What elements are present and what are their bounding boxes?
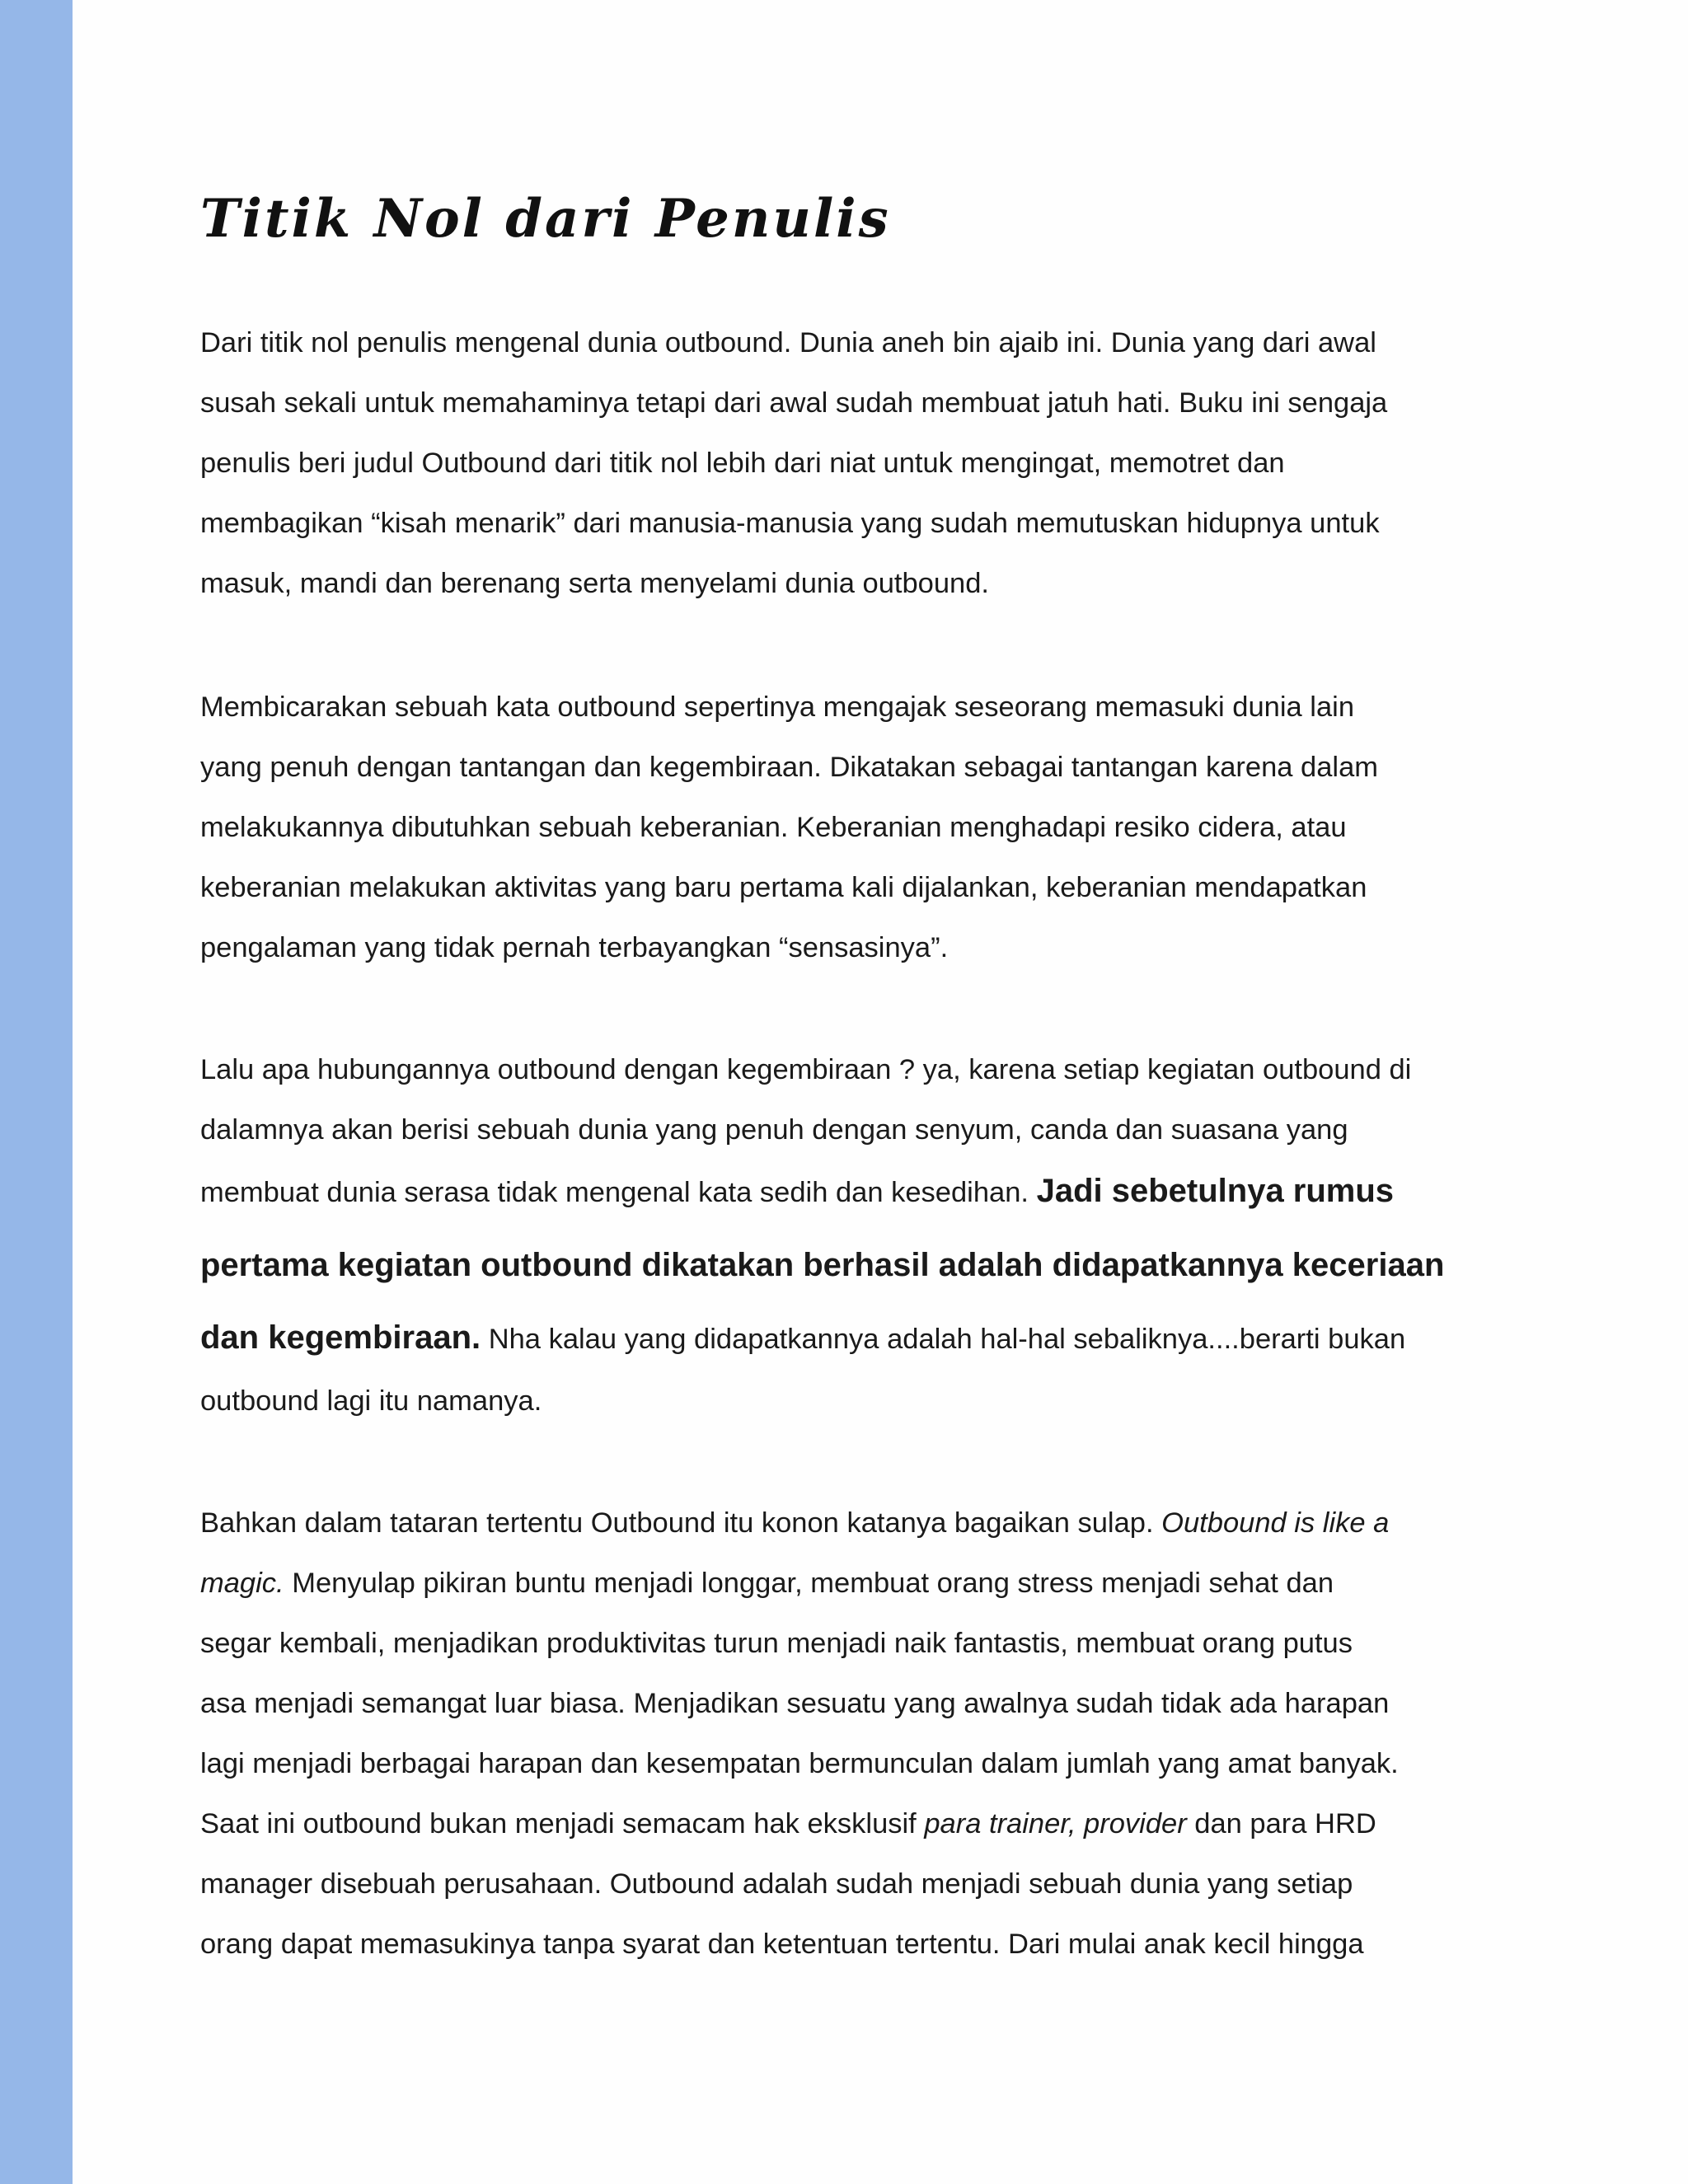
text-line: membagikan “kisah menarik” dari manusia-manusia yang sudah memutuskan hidupnya untuk bbox=[200, 508, 1380, 539]
text-line: Dari titik nol penulis mengenal dunia outbound. Dunia aneh bin ajaib ini. Dunia yang dari awal bbox=[200, 327, 1376, 359]
text-run: Menyulap pikiran buntu menjadi longgar, membuat orang stress menjadi sehat dan bbox=[284, 1568, 1334, 1599]
text-line: susah sekali untuk memahaminya tetapi dari awal sudah membuat jatuh hati. Buku ini sengaja bbox=[200, 387, 1388, 419]
text-line: orang dapat memasukinya tanpa syarat dan ketentuan tertentu. Dari mulai anak kecil hingga bbox=[200, 1929, 1364, 1960]
italic-text: Outbound is like a bbox=[1161, 1507, 1390, 1539]
emphasis-text: Jadi sebetulnya rumus bbox=[1036, 1173, 1395, 1209]
text-line: dalamnya akan berisi sebuah dunia yang penuh dengan senyum, canda dan suasana yang bbox=[200, 1114, 1348, 1146]
paragraph-3 bbox=[200, 1040, 1494, 1432]
emphasis-text: dan kegembiraan. bbox=[200, 1319, 481, 1356]
decorative-side-bar bbox=[0, 0, 73, 2184]
text-run: Saat ini outbound bukan menjadi semacam hak eksklusif bbox=[200, 1808, 925, 1840]
italic-text: magic. bbox=[200, 1568, 284, 1599]
text-line: manager disebuah perusahaan. Outbound adalah sudah menjadi sebuah dunia yang setiap bbox=[200, 1868, 1353, 1900]
text-line: masuk, mandi dan berenang serta menyelami dunia outbound. bbox=[200, 568, 990, 599]
text-run: membuat dunia serasa tidak mengenal kata sedih dan kesedihan. bbox=[200, 1177, 1037, 1208]
paragraph-1 bbox=[200, 313, 1494, 614]
text-line: melakukannya dibutuhkan sebuah keberanian. Keberanian menghadapi resiko cidera, atau bbox=[200, 812, 1347, 843]
text-line: Lalu apa hubungannya outbound dengan kegembiraan ? ya, karena setiap kegiatan outbound di bbox=[200, 1054, 1412, 1085]
text-line bbox=[200, 1154, 1494, 1230]
text-line bbox=[200, 1493, 1494, 1554]
text-line: keberanian melakukan aktivitas yang baru pertama kali dijalankan, keberanian mendapatkan bbox=[200, 872, 1367, 903]
text-line: yang penuh dengan tantangan dan kegembiraan. Dikatakan sebagai tantangan karena dalam bbox=[200, 752, 1379, 783]
text-line: Membicarakan sebuah kata outbound sepertinya mengajak seseorang memasuki dunia lain bbox=[200, 691, 1355, 723]
text-run: Nha kalau yang didapatkannya adalah hal-hal sebaliknya....berarti bukan bbox=[481, 1324, 1406, 1355]
text-line bbox=[200, 1554, 1494, 1614]
text-line bbox=[200, 1302, 1494, 1375]
paragraph-4 bbox=[200, 1493, 1494, 1975]
text-line bbox=[200, 1794, 1494, 1854]
page-title: Titik Nol dari Penulis bbox=[200, 188, 891, 250]
text-run: Bahkan dalam tataran tertentu Outbound itu konon katanya bagaikan sulap. bbox=[200, 1507, 1162, 1539]
text-line: lagi menjadi berbagai harapan dan kesempatan bermunculan dalam jumlah yang amat banyak. bbox=[200, 1748, 1399, 1779]
text-line: outbound lagi itu namanya. bbox=[200, 1385, 542, 1417]
text-line: pengalaman yang tidak pernah terbayangkan “sensasinya”. bbox=[200, 932, 949, 963]
emphasis-text: pertama kegiatan outbound dikatakan berhasil adalah didapatkannya keceriaan bbox=[200, 1247, 1445, 1283]
text-line bbox=[200, 1230, 1494, 1302]
text-line: asa menjadi semangat luar biasa. Menjadikan sesuatu yang awalnya sudah tidak ada harapan bbox=[200, 1688, 1390, 1719]
text-run: dan para HRD bbox=[1186, 1808, 1376, 1840]
text-line: segar kembali, menjadikan produktivitas turun menjadi naik fantastis, membuat orang putus bbox=[200, 1628, 1353, 1659]
text-line: penulis beri judul Outbound dari titik nol lebih dari niat untuk mengingat, memotret dan bbox=[200, 448, 1285, 479]
paragraph-2 bbox=[200, 677, 1494, 978]
italic-text: para trainer, provider bbox=[924, 1808, 1187, 1840]
